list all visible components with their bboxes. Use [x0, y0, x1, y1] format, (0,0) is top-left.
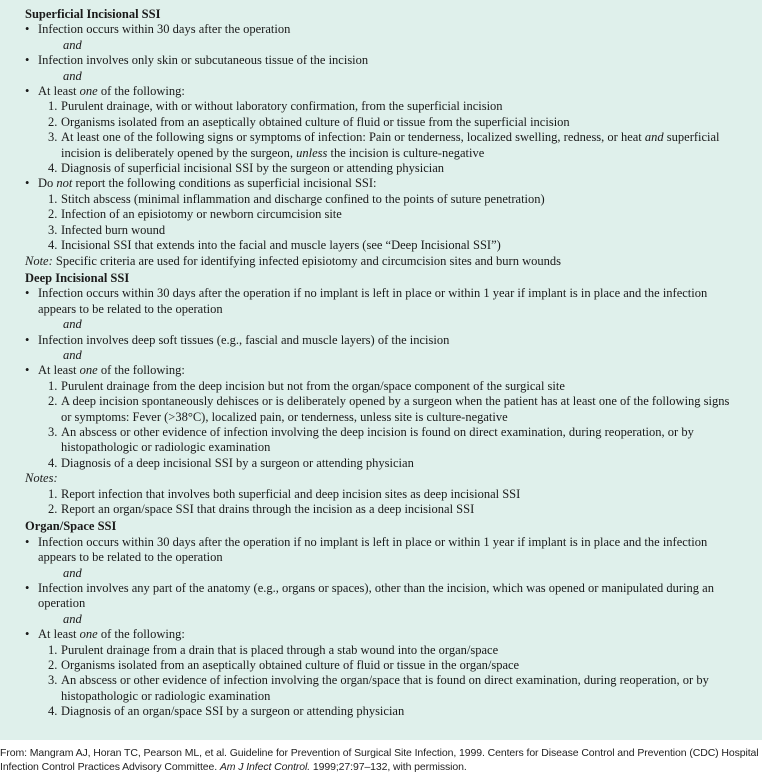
deep-section	[25, 271, 744, 518]
and-connector: and	[63, 565, 82, 580]
list-item: • Infection occurs within 30 days after the operation if no implant is left in place or within 1 year if implant is in place and the infection appears to be related to the operation	[25, 286, 708, 316]
bullet-icon: •	[25, 176, 30, 191]
journal-name: Am J Infect Control.	[219, 761, 311, 773]
numbered-item: 1. Stitch abscess (minimal inflammation and discharge confined to the points of suture penetration)	[48, 191, 545, 206]
and-connector: and	[63, 68, 82, 83]
numbered-item: 3. Infected burn wound	[48, 222, 166, 237]
and-connector: and	[63, 611, 82, 626]
section-title: Deep Incisional SSI	[25, 270, 130, 285]
and-connector: and	[63, 317, 82, 332]
numbered-item: 2. Infection of an episiotomy or newborn circumcision site	[48, 207, 342, 222]
list-item: • At least one of the following:	[25, 627, 185, 642]
superficial-section	[25, 7, 744, 269]
notes-label: Notes:	[25, 471, 58, 486]
bullet-icon: •	[25, 286, 30, 301]
numbered-item: 1. Purulent drainage from a drain that is placed through a stab wound into the organ/space	[48, 642, 499, 657]
numbered-item: 3. An abscess or other evidence of infection involving the organ/space that is found on direct examination, during reoperation, or by histopathologic or radiologic examination	[48, 673, 709, 703]
and-connector: and	[63, 347, 82, 362]
numbered-item: 1. Purulent drainage, with or without laboratory confirmation, from the superficial incision	[48, 99, 503, 114]
numbered-item: 3. At least one of the following signs or symptoms of infection: Pain or tenderness, localized swelling, redness, or heat and superficial incision is deliberately opened by the surgeon, unless the incision is culture-negative	[48, 130, 720, 160]
numbered-item: 3. An abscess or other evidence of infection involving the deep incision is found on direct examination, during reoperation, or by histopathologic or radiologic examination	[48, 424, 694, 455]
list-item: • Do not report the following conditions as superficial incisional SSI:	[25, 176, 377, 191]
source-citation: From: Mangram AJ, Horan TC, Pearson ML, et al. Guideline for Prevention of Surgical Site Infection, 1999. Centers for Disease Control and Prevention (CDC) Hospital Infection Control Practices Advisory Committee. Am J Infect Control. 1999;27:97–132, with permission.	[0, 747, 759, 773]
numbered-item: 4. Diagnosis of an organ/space SSI by a surgeon or attending physician	[48, 704, 405, 719]
bullet-icon: •	[25, 581, 30, 596]
list-item: • Infection involves deep soft tissues (e.g., fascial and muscle layers) of the incision	[25, 332, 450, 347]
bullet-icon: •	[25, 22, 30, 37]
section-title: Organ/Space SSI	[25, 519, 117, 534]
numbered-item: 4. Diagnosis of a deep incisional SSI by a surgeon or attending physician	[48, 455, 414, 470]
numbered-item: 2. A deep incision spontaneously dehisces or is deliberately opened by a surgeon when the patient has at least one of the following signs or symptoms: Fever (>38°C), localized pain, or tenderness, unless site is culture-negative	[48, 394, 730, 424]
section-title: Superficial Incisional SSI	[25, 7, 161, 21]
list-item: • Infection occurs within 30 days after the operation	[25, 22, 291, 37]
list-item: • Infection involves any part of the anatomy (e.g., organs or spaces), other than the incision, which was opened or manipulated during an operation	[25, 581, 714, 611]
numbered-item: 4. Incisional SSI that extends into the facial and muscle layers (see “Deep Incisional SSI”)	[48, 238, 501, 253]
list-item: • Infection involves only skin or subcutaneous tissue of the incision	[25, 53, 369, 68]
bullet-icon: •	[25, 332, 30, 347]
numbered-item: 4. Diagnosis of superficial incisional SSI by the surgeon or attending physician	[48, 161, 445, 176]
numbered-item: 1. Report infection that involves both superficial and deep incision sites as deep incisional SSI	[48, 486, 521, 501]
numbered-item: 2. Organisms isolated from an aseptically obtained culture of fluid or tissue in the organ/space	[48, 658, 520, 673]
list-item: • Infection occurs within 30 days after the operation if no implant is left in place or within 1 year if implant is in place and the infection appears to be related to the operation	[25, 534, 708, 565]
bullet-icon: •	[25, 53, 30, 68]
list-item: • At least one of the following:	[25, 84, 185, 99]
bullet-icon: •	[25, 627, 30, 642]
numbered-item: 2. Organisms isolated from an aseptically obtained culture of fluid or tissue from the superficial incision	[48, 114, 570, 129]
list-item: • At least one of the following:	[25, 363, 185, 378]
note: Note: Specific criteria are used for identifying infected episiotomy and circumcision sites and burn wounds	[25, 253, 561, 268]
organ-space-section	[25, 519, 744, 719]
and-connector: and	[63, 37, 82, 52]
numbered-item: 1. Purulent drainage from the deep incision but not from the organ/space component of the surgical site	[48, 378, 565, 393]
bullet-icon: •	[25, 363, 30, 378]
bullet-icon: •	[25, 534, 30, 549]
bullet-icon: •	[25, 84, 30, 99]
numbered-item: 2. Report an organ/space SSI that drains through the incision as a deep incisional SSI	[48, 502, 475, 516]
